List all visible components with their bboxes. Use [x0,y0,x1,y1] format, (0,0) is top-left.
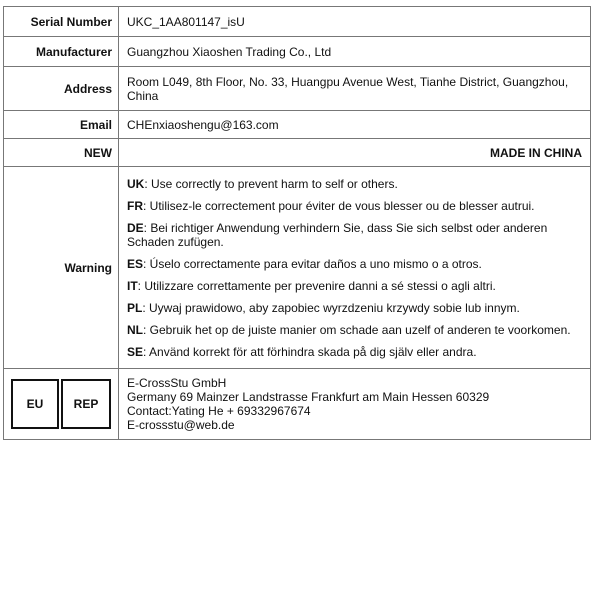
warning-text: : Gebruik het op de juiste manier om schade aan uzelf of anderen te voorkomen. [143,322,571,337]
warning-text: : Uywaj prawidowo, aby zapobiec wyrzdzeniu krzywdy sobie lub innym. [142,300,520,315]
warning-item-it [127,279,582,293]
warning-code: FR [127,198,143,213]
warning-list [119,167,591,369]
address-row [4,67,591,111]
warning-code: DE [127,220,144,235]
warning-text: : Use correctly to prevent harm to self or others. [144,176,398,191]
warning-text: : Utilisez-le correctement pour éviter de vous blesser ou de blesser autrui. [143,198,535,213]
warning-code: SE [127,344,144,359]
warning-code: IT [127,278,138,293]
eu-rep-symbol-cell [4,369,119,440]
warning-text: : Utilizzare correttamente per prevenire danni a sé stessi o agli altri. [137,278,496,293]
address-value: Room L049, 8th Floor, No. 33, Huangpu Avenue West, Tianhe District, Guangzhou, China [119,67,591,111]
serial-number-value: UKC_1AA801147_isU [119,7,591,37]
new-label: NEW [4,139,119,167]
warning-text: : Använd korrekt för att förhindra skada på dig själv eller andra. [143,344,477,359]
eu-badge: EU [11,379,59,429]
warning-text: : Bei richtiger Anwendung verhindern Sie, dass Sie sich selbst oder anderen Schaden zufügen. [127,220,548,249]
rep-company-name: E-CrossStu GmbH [127,376,227,390]
warning-code: PL [127,300,143,315]
email-value: CHEnxiaoshengu@163.com [119,111,591,139]
new-row [4,139,591,167]
manufacturer-label: Manufacturer [4,37,119,67]
warning-item-nl [127,323,582,337]
warning-code: UK [127,176,145,191]
warning-code: ES [127,256,144,271]
warning-item-es [127,257,582,271]
rep-badge: REP [61,379,111,429]
warning-item-pl [127,301,582,315]
email-label: Email [4,111,119,139]
eu-rep-row [4,369,591,440]
manufacturer-value: Guangzhou Xiaoshen Trading Co., Ltd [119,37,591,67]
warning-item-fr [127,199,582,213]
address-label: Address [4,67,119,111]
manufacturer-row [4,37,591,67]
rep-address: Germany 69 Mainzer Landstrasse Frankfurt am Main Hessen 60329 [127,390,490,404]
warning-text: : Úselo correctamente para evitar daños a uno mismo o a otros. [143,256,482,271]
warning-row [4,167,591,369]
eu-rep-symbol [4,369,118,439]
email-row [4,111,591,139]
warning-item-uk [127,177,582,191]
warning-item-se [127,345,582,359]
warning-code: NL [127,322,143,337]
warning-item-de [127,221,582,249]
made-in-value: MADE IN CHINA [119,139,591,167]
serial-number-label: Serial Number [4,7,119,37]
eu-rep-details [119,369,591,440]
rep-email: E-crossstu@web.de [127,418,235,432]
product-info-table [3,6,591,440]
serial-number-row [4,7,591,37]
rep-contact: Contact:Yating He + 69332967674 [127,404,311,418]
warning-label: Warning [4,167,119,369]
